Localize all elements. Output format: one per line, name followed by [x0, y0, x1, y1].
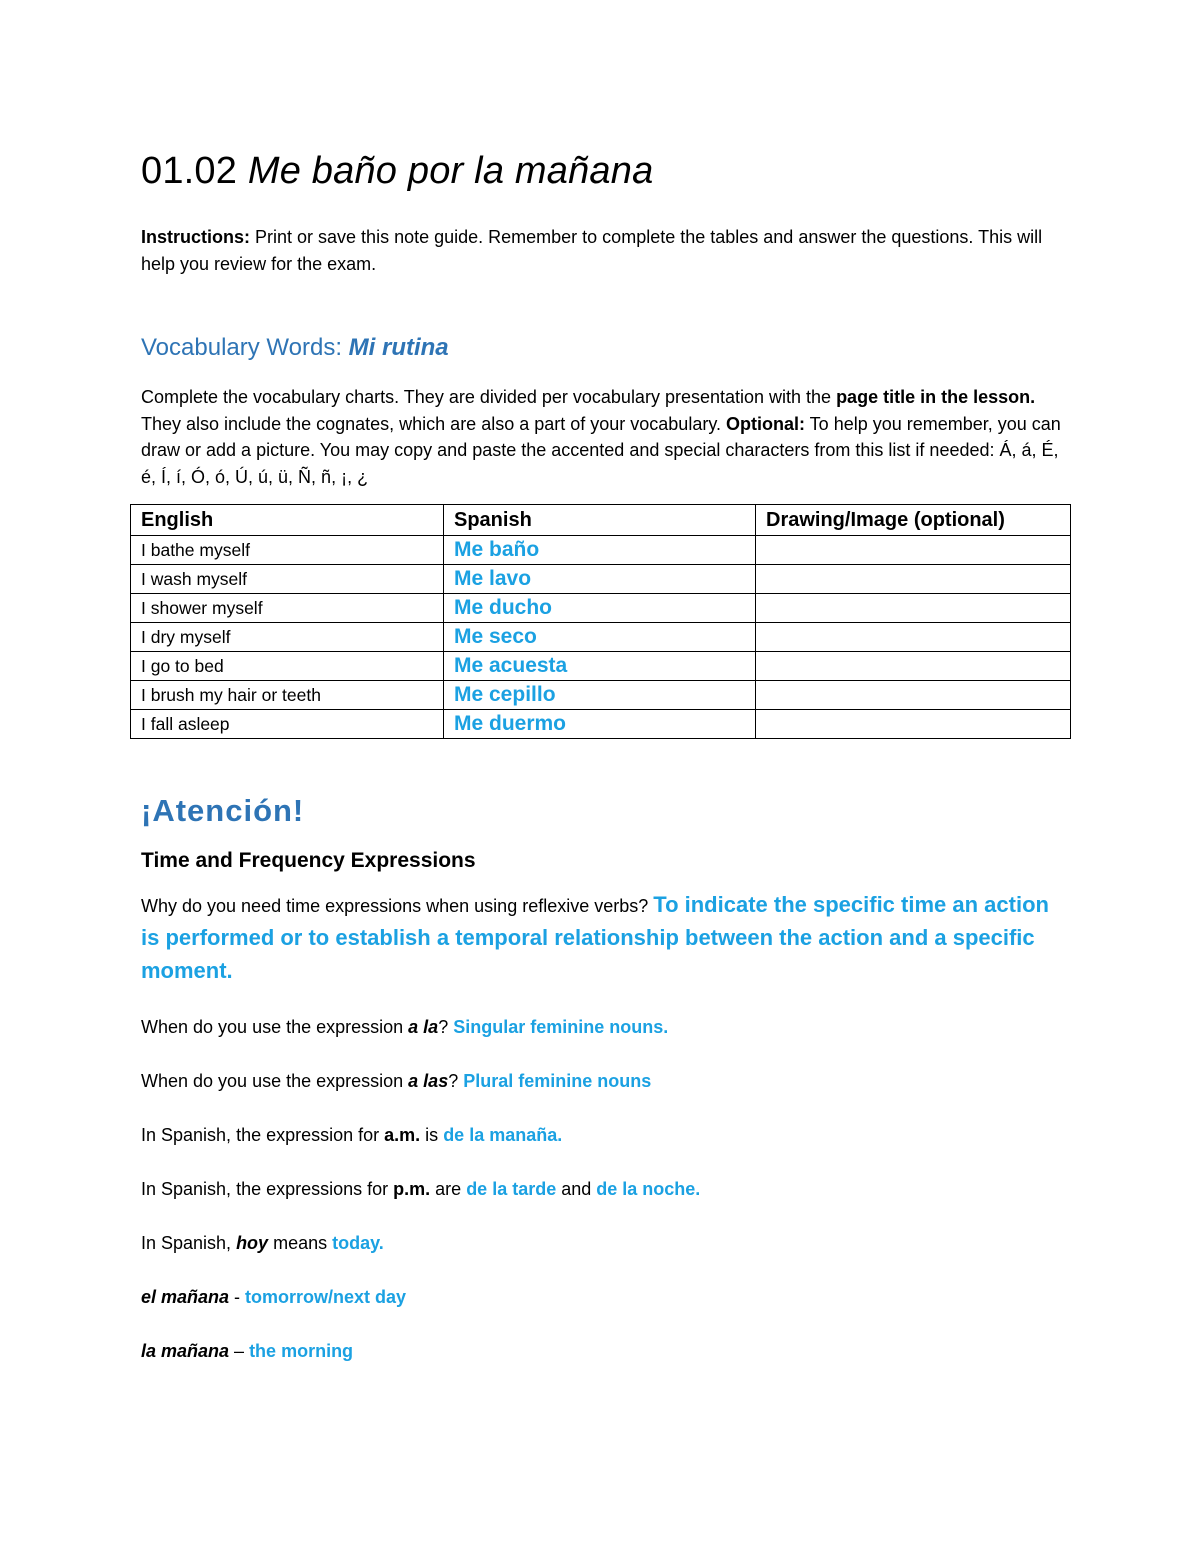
table-row — [131, 594, 1071, 623]
answer-pm-noche[interactable]: de la noche. — [596, 1179, 701, 1199]
cell-spanish[interactable]: Me baño — [444, 536, 756, 565]
question-pm-mid: are — [430, 1179, 467, 1199]
charts-bold-2: Optional: — [726, 413, 805, 434]
cell-english: I fall asleep — [131, 710, 444, 739]
table-row — [131, 623, 1071, 652]
header-drawing: Drawing/Image (optional) — [756, 505, 1071, 536]
cell-spanish[interactable]: Me cepillo — [444, 681, 756, 710]
question-pm-text: In Spanish, the expressions for — [141, 1179, 394, 1199]
answer-pm-tarde[interactable]: de la tarde — [466, 1179, 557, 1199]
question-a-las — [141, 1066, 1071, 1096]
answer-a-las[interactable]: Plural feminine nouns — [463, 1071, 652, 1091]
header-english: English — [131, 505, 444, 536]
question-a-las-mark: ? — [448, 1071, 464, 1091]
charts-paragraph — [141, 384, 1071, 490]
cell-image[interactable] — [756, 652, 1071, 681]
cell-spanish[interactable]: Me duermo — [444, 710, 756, 739]
table-row — [131, 681, 1071, 710]
table-row — [131, 536, 1071, 565]
question-am-mid: is — [420, 1125, 444, 1145]
question-hoy — [141, 1228, 1071, 1258]
instructions-paragraph — [141, 224, 1071, 278]
cell-english: I shower myself — [131, 594, 444, 623]
answer-el-manana[interactable]: tomorrow/next day — [245, 1287, 407, 1307]
cell-english: I bathe myself — [131, 536, 444, 565]
cell-english: I wash myself — [131, 565, 444, 594]
table-header-row — [131, 505, 1071, 536]
expression-hoy: hoy — [236, 1233, 269, 1253]
cell-english: I go to bed — [131, 652, 444, 681]
header-spanish: Spanish — [444, 505, 756, 536]
question-hoy-mid: means — [268, 1233, 333, 1253]
question-why — [141, 889, 1071, 988]
vocabulary-heading-italic: Mi rutina — [348, 334, 449, 361]
question-why-text: Why do you need time expressions when using reflexive verbs? — [141, 896, 654, 916]
cell-image[interactable] — [756, 536, 1071, 565]
separator-el-manana: - — [229, 1287, 246, 1307]
vocabulary-heading — [141, 332, 1071, 364]
cell-spanish[interactable]: Me ducho — [444, 594, 756, 623]
question-hoy-text: In Spanish, — [141, 1233, 237, 1253]
cell-image[interactable] — [756, 681, 1071, 710]
table-row — [131, 652, 1071, 681]
title-text: Me baño por la mañana — [247, 150, 654, 192]
time-frequency-heading: Time and Frequency Expressions — [141, 849, 476, 872]
instructions-text: Print or save this note guide. Remember to complete the tables and answer the questions. This will help you review for the exam. — [141, 227, 1043, 274]
expression-la-manana: la mañana — [141, 1341, 230, 1361]
answer-hoy[interactable]: today. — [332, 1233, 384, 1253]
cell-image[interactable] — [756, 565, 1071, 594]
answer-why[interactable]: To indicate the specific time an action is performed or to establish a temporal relationship between the action and a specific moment. — [141, 892, 1049, 983]
expression-a-la: a la — [408, 1017, 439, 1037]
cell-image[interactable] — [756, 710, 1071, 739]
separator-la-manana: – — [229, 1341, 250, 1361]
vocabulary-heading-prefix: Vocabulary Words: — [141, 334, 349, 361]
question-a-la-mark: ? — [438, 1017, 454, 1037]
charts-text-1: Complete the vocabulary charts. They are divided per vocabulary presentation with the — [141, 387, 837, 407]
instructions-label: Instructions: — [141, 227, 251, 247]
question-a-las-text: When do you use the expression — [141, 1071, 409, 1091]
document-content — [141, 148, 1071, 1366]
expression-el-manana: el mañana — [141, 1287, 230, 1307]
atencion-heading: ¡Atención! — [141, 793, 305, 828]
answer-la-manana[interactable]: the morning — [249, 1341, 354, 1361]
answer-a-la[interactable]: Singular feminine nouns. — [453, 1017, 669, 1037]
expression-a-las: a las — [408, 1071, 449, 1091]
page-title — [141, 148, 1071, 194]
table-row — [131, 565, 1071, 594]
question-la-manana — [141, 1336, 1071, 1366]
cell-english: I dry myself — [131, 623, 444, 652]
question-el-manana — [141, 1282, 1071, 1312]
charts-text-2: They also include the cognates, which are also a part of your vocabulary. — [141, 413, 726, 434]
charts-bold-1: page title in the lesson. — [836, 387, 1036, 407]
cell-spanish[interactable]: Me seco — [444, 623, 756, 652]
cell-image[interactable] — [756, 623, 1071, 652]
am-label: a.m. — [384, 1125, 421, 1145]
question-pm-and: and — [556, 1179, 597, 1199]
cell-spanish[interactable]: Me lavo — [444, 565, 756, 594]
cell-spanish[interactable]: Me acuesta — [444, 652, 756, 681]
question-am-text: In Spanish, the expression for — [141, 1125, 385, 1145]
cell-image[interactable] — [756, 594, 1071, 623]
cell-english: I brush my hair or teeth — [131, 681, 444, 710]
question-a-la — [141, 1012, 1071, 1042]
question-pm — [141, 1174, 1071, 1204]
title-number: 01.02 — [141, 150, 238, 192]
charts-text-3: To help you remember, you can draw or add a picture. You may copy and paste the accented and special characters from this list if needed: Á, á, É, é, Í, í, Ó, ó, Ú, ú, ü, Ñ, ñ, ¡, ¿ — [141, 413, 1061, 487]
question-a-la-text: When do you use the expression — [141, 1017, 409, 1037]
answer-am[interactable]: de la manaña. — [443, 1125, 563, 1145]
table-row — [131, 710, 1071, 739]
pm-label: p.m. — [393, 1179, 431, 1199]
vocabulary-table — [130, 504, 1071, 739]
question-am — [141, 1120, 1071, 1150]
